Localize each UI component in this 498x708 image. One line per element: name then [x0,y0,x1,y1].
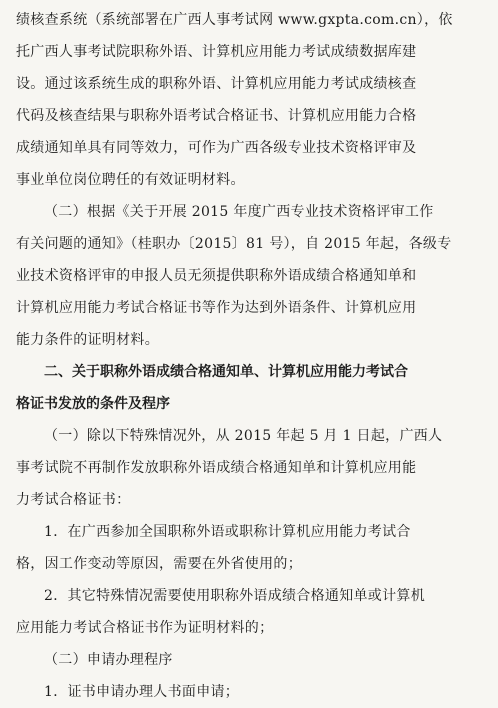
paragraph-notice-2015 [16,196,482,356]
text-line: 力考试合格证书： [16,492,131,508]
text-line: （二）根据《关于开展 2015 年度广西专业技术资格评审工作 [44,204,434,220]
paragraph-verification-system [16,4,482,196]
text-line: 托广西人事考试院职称外语、计算机应用能力考试成绩数据库建 [16,44,417,60]
text-line: 计算机应用能力考试合格证书等作为达到外语条件、计算机应用 [16,300,417,316]
text-line: 1．在广西参加全国职称外语或职称计算机应用能力考试合 [44,524,411,540]
text-line: 绩核查系统（系统部署在广西人事考试网 www.gxpta.com.cn），依 [16,12,453,28]
heading-line: 格证书发放的条件及程序 [16,396,170,412]
heading-line: 二、关于职称外语成绩合格通知单、计算机应用能力考试合 [44,364,408,380]
list-item-procedure-1 [16,676,482,708]
list-item-2 [16,580,482,644]
subheading-line: （二）申请办理程序 [44,652,173,668]
text-line: 1．证书申请办理人书面申请； [44,684,240,700]
subsection-procedure [16,644,482,676]
text-line: 成绩通知单具有同等效力，可作为广西各级专业技术资格评审及 [16,140,417,156]
text-line: 能力条件的证明材料。 [16,332,159,348]
list-item-1 [16,516,482,580]
text-line: 事业单位岗位聘任的有效证明材料。 [16,172,245,188]
text-line: 事考试院不再制作发放职称外语成绩合格通知单和计算机应用能 [16,460,417,476]
text-line: （一）除以下特殊情况外，从 2015 年起 5 月 1 日起，广西人 [44,428,443,444]
text-line: 应用能力考试合格证书作为证明材料的； [16,620,274,636]
text-line: 有关问题的通知》（桂职办〔2015〕81 号），自 2015 年起，各级专 [16,236,452,252]
text-line: 设。通过该系统生成的职称外语、计算机应用能力考试成绩核查 [16,76,417,92]
paragraph-special-cases [16,420,482,516]
text-line: 格，因工作变动等原因，需要在外省使用的； [16,556,302,572]
text-line: 业技术资格评审的申报人员无须提供职称外语成绩合格通知单和 [16,268,417,284]
text-line: 代码及核查结果与职称外语考试合格证书、计算机应用能力合格 [16,108,417,124]
text-line: 2．其它特殊情况需要使用职称外语成绩合格通知单或计算机 [44,588,426,604]
section-heading [16,356,482,420]
